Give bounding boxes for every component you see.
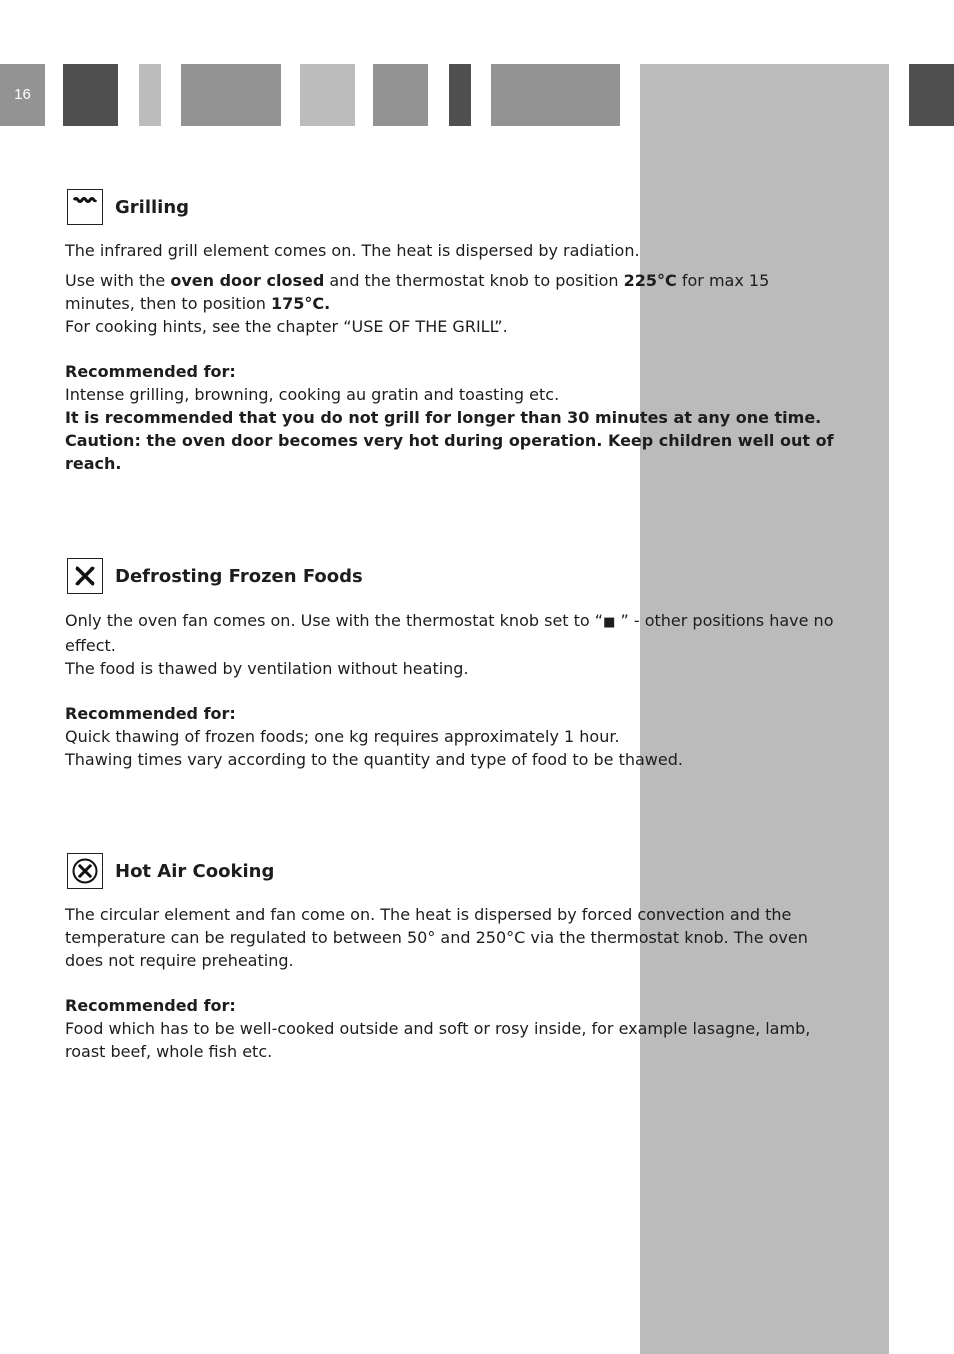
warning: Caution: the oven door becomes very hot during operation. Keep children well out of reach.: [65, 431, 834, 473]
header-bar: [491, 64, 620, 126]
paragraph: Intense grilling, browning, cooking au gratin and toasting etc.: [65, 385, 560, 404]
paragraph: Use with the oven door closed and the thermostat knob to position 225°C for max 15 minutes, then to position 175°C.: [65, 271, 770, 313]
circular-fan-icon: [67, 853, 103, 889]
header-bar: [139, 64, 161, 126]
square-symbol: ■: [603, 615, 616, 630]
section-title: Defrosting Frozen Foods: [115, 565, 363, 587]
header-bar: [909, 64, 954, 126]
defrosting-body: [65, 609, 835, 771]
page-number: 16: [0, 64, 45, 126]
paragraph: For cooking hints, see the chapter “USE OF THE GRILL”.: [65, 317, 508, 336]
paragraph: Food which has to be well-cooked outside and soft or rosy inside, for example lasagne, lamb, roast beef, whole fish etc.: [65, 1019, 811, 1061]
recommended-label: Recommended for:: [65, 996, 236, 1015]
fan-icon: [67, 558, 103, 594]
header-bar: [63, 64, 118, 126]
paragraph: The infrared grill element comes on. The heat is dispersed by radiation.: [65, 241, 640, 260]
recommended-label: Recommended for:: [65, 362, 236, 381]
grill-icon: [67, 189, 103, 225]
header-bar: [449, 64, 471, 126]
paragraph: Thawing times vary according to the quantity and type of food to be thawed.: [65, 750, 683, 769]
hot-air-heading: [67, 851, 274, 891]
header-bar: [300, 64, 355, 126]
hot-air-body: [65, 903, 835, 1063]
grilling-body: [65, 239, 835, 475]
section-title: Hot Air Cooking: [115, 860, 275, 882]
paragraph: Quick thawing of frozen foods; one kg requires approximately 1 hour.: [65, 727, 620, 746]
grilling-heading: [67, 187, 189, 227]
section-title: Grilling: [115, 196, 190, 218]
defrosting-heading: [67, 556, 363, 596]
header-bar: [181, 64, 281, 126]
paragraph: The food is thawed by ventilation without heating.: [65, 659, 469, 678]
paragraph: The circular element and fan come on. The heat is dispersed by forced convection and the temperature can be regulated to between 50° and 250°C via the thermostat knob. The oven does not require preheating.: [65, 905, 808, 970]
warning: It is recommended that you do not grill for longer than 30 minutes at any one time.: [65, 408, 822, 427]
recommended-label: Recommended for:: [65, 704, 236, 723]
header-bar: [373, 64, 428, 126]
paragraph: Only the oven fan comes on. Use with the thermostat knob set to “■ ” - other positions have no effect.: [65, 611, 834, 655]
